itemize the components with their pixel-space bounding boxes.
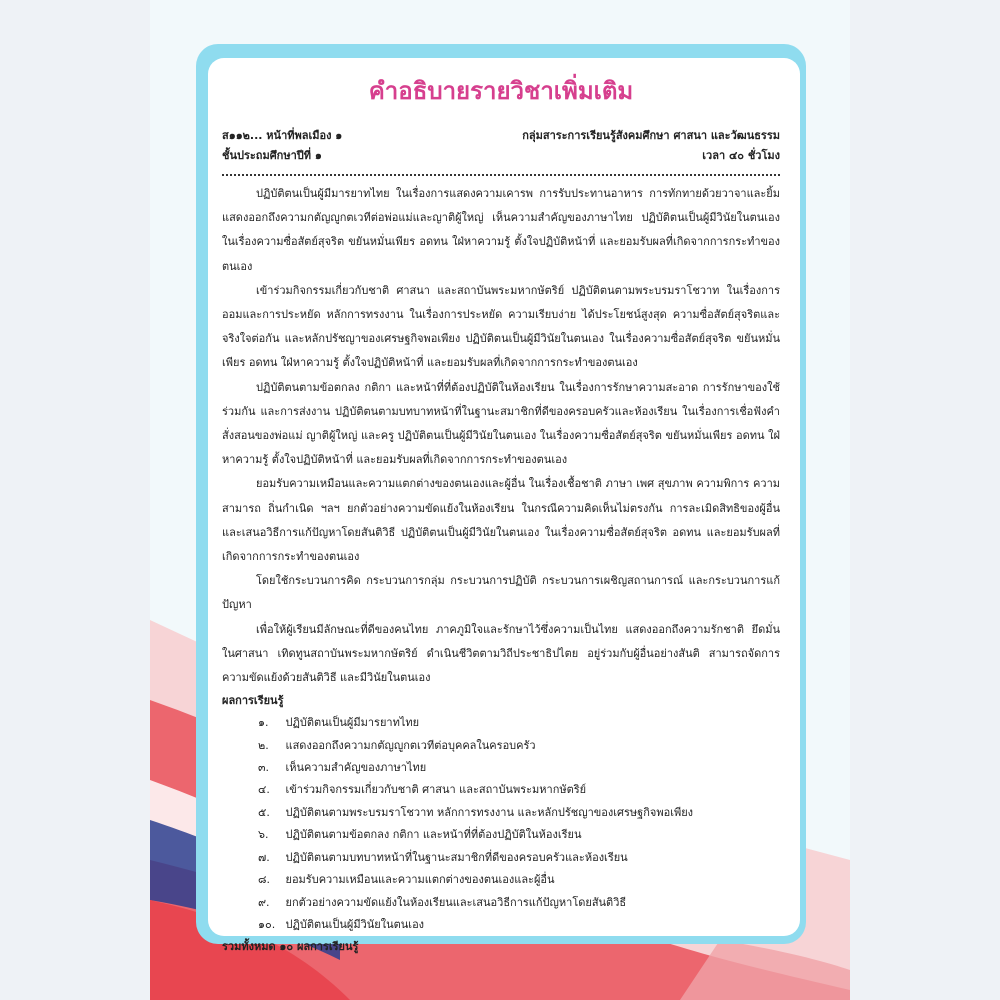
- outcome-number: ๕.: [258, 805, 270, 819]
- list-item: [222, 824, 780, 846]
- paragraph: โดยใช้กระบวนการคิด กระบวนการกลุ่ม กระบวนการปฏิบัติ กระบวนการเผชิญสถานการณ์ และกระบวนการแก้ปัญหา: [222, 574, 780, 612]
- meta-row-2: [222, 146, 780, 166]
- page-title: คำอธิบายรายวิชาเพิ่มเติม: [368, 77, 634, 105]
- list-item: [222, 802, 780, 824]
- outcome-number: ๗.: [258, 850, 270, 864]
- outcome-text: แสดงออกถึงความกตัญญูกตเวทีต่อบุคคลในครอบครัว: [285, 738, 536, 752]
- outcome-text: ปฏิบัติตนเป็นผู้มีมารยาทไทย: [285, 716, 420, 730]
- grade-level: ชั้นประถมศึกษาปีที่ ๑: [222, 149, 322, 162]
- outcome-number: ๖.: [258, 828, 269, 842]
- course-code: ส๑๑๒... หน้าที่พลเมือง ๑: [222, 129, 343, 142]
- outcome-text: ยอมรับความเหมือนและความแตกต่างของตนเองและผู้อื่น: [285, 873, 555, 887]
- dotted-divider: [222, 174, 780, 176]
- outcome-number: ๒.: [258, 738, 269, 752]
- meta-row-1: [222, 126, 780, 146]
- paragraph: ยอมรับความเหมือนและความแตกต่างของตนเองและผู้อื่น ในเรื่องเชื้อชาติ ภาษา เพศ สุขภาพ ความพิการ ความสามารถ ถิ่นกำเนิด ฯลฯ ยกตัวอย่างความขัดแย้งในห้องเรียน ในกรณีความคิดเห็นไม่ตรงกัน การละเมิดสิทธิของผู้อื่น และเสนอวิธีการแก้ปัญหาโดยสันติวิธี ปฏิบัติตนเป็นผู้มีวินัยในตนเอง ในเรื่องความซื่อสัตย์สุจริต อดทน และยอมรับผลที่เกิดจากการกระทำของตนเอง: [222, 477, 780, 564]
- outcome-number: ๘.: [258, 873, 270, 887]
- outcome-number: ๓.: [258, 761, 270, 775]
- outcomes-total: รวมทั้งหมด ๑๐ ผลการเรียนรู้: [222, 940, 359, 954]
- subject-group: กลุ่มสาระการเรียนรู้สังคมศึกษา ศาสนา และวัฒนธรรม: [522, 129, 780, 142]
- outcome-text: เห็นความสำคัญของภาษาไทย: [285, 761, 427, 775]
- outcome-text: ยกตัวอย่างความขัดแย้งในห้องเรียนและเสนอวิธีการแก้ปัญหาโดยสันติวิธี: [285, 895, 627, 909]
- course-description: [222, 70, 780, 958]
- list-item: [222, 869, 780, 891]
- paragraph: เข้าร่วมกิจกรรมเกี่ยวกับชาติ ศาสนา และสถาบันพระมหากษัตริย์ ปฏิบัติตนตามพระบรมราโชวาท ในเรื่องการออมและการประหยัด หลักการทรงงาน ในเรื่องการประหยัด ความเรียบง่าย ได้ประโยชน์สูงสุด ความซื่อสัตย์สุจริตและจริงใจต่อกัน และหลักปรัชญาของเศรษฐกิจพอเพียง ปฏิบัติตนเป็นผู้มีวินัยในตนเอง ในเรื่องความซื่อสัตย์สุจริต ขยันหมั่นเพียร อดทน ใฝ่หาความรู้ ตั้งใจปฏิบัติหน้าที่ และยอมรับผลที่เกิดจากการกระทำของตนเอง: [222, 283, 780, 370]
- list-item: [222, 847, 780, 869]
- outcome-text: ปฏิบัติตนตามบทบาทหน้าที่ในฐานะสมาชิกที่ดีของครอบครัวและห้องเรียน: [285, 850, 628, 864]
- outcome-text: ปฏิบัติตนตามข้อตกลง กติกา และหน้าที่ที่ต้องปฏิบัติในห้องเรียน: [285, 828, 582, 842]
- list-item: [222, 712, 780, 734]
- list-item: [222, 757, 780, 779]
- outcomes-heading: ผลการเรียนรู้: [222, 694, 284, 708]
- outcome-text: ปฏิบัติตนตามพระบรมราโชวาท หลักการทรงงาน และหลักปรัชญาของเศรษฐกิจพอเพียง: [285, 805, 694, 819]
- list-item: [222, 914, 780, 936]
- outcome-text: ปฏิบัติตนเป็นผู้มีวินัยในตนเอง: [285, 917, 425, 931]
- outcomes-list: [222, 712, 780, 936]
- list-item: [222, 735, 780, 757]
- list-item: [222, 892, 780, 914]
- outcome-text: เข้าร่วมกิจกรรมเกี่ยวกับชาติ ศาสนา และสถาบันพระมหากษัตริย์: [285, 783, 587, 797]
- outcome-number: ๙.: [258, 895, 270, 909]
- list-item: [222, 779, 780, 801]
- paragraph: เพื่อให้ผู้เรียนมีลักษณะที่ดีของคนไทย ภาคภูมิใจและรักษาไว้ซึ่งความเป็นไทย แสดงออกถึงความรักชาติ ยึดมั่นในศาสนา เทิดทูนสถาบันพระมหากษัตริย์ ดำเนินชีวิตตามวิถีประชาธิปไตย อยู่ร่วมกับผู้อื่นอย่างสันติ สามารถจัดการความขัดแย้งด้วยสันติวิธี และมีวินัยในตนเอง: [222, 622, 780, 685]
- outcome-number: ๑.: [258, 716, 269, 730]
- outcome-number: ๑๐.: [258, 917, 276, 931]
- outcome-number: ๔.: [258, 783, 270, 797]
- paragraph: ปฏิบัติตนตามข้อตกลง กติกา และหน้าที่ที่ต้องปฏิบัติในห้องเรียน ในเรื่องการรักษาความสะอาด การรักษาของใช้ร่วมกัน และการส่งงาน ปฏิบัติตนตามบทบาทหน้าที่ในฐานะสมาชิกที่ดีของครอบครัวและห้องเรียน ในเรื่องการเชื่อฟังคำสั่งสอนของพ่อแม่ ญาติผู้ใหญ่ และครู ปฏิบัติตนเป็นผู้มีวินัยในตนเอง ในเรื่องความซื่อสัตย์สุจริต ขยันหมั่นเพียร อดทน ใฝ่หาความรู้ ตั้งใจปฏิบัติหน้าที่ และยอมรับผลที่เกิดจากการกระทำของตนเอง: [222, 380, 780, 467]
- paragraph: ปฏิบัติตนเป็นผู้มีมารยาทไทย ในเรื่องการแสดงความเคารพ การรับประทานอาหาร การทักทายด้วยวาจาและยิ้ม แสดงออกถึงความกตัญญูกตเวทีต่อพ่อแม่และญาติผู้ใหญ่ เห็นความสำคัญของภาษาไทย ปฏิบัติตนเป็นผู้มีวินัยในตนเอง ในเรื่องความซื่อสัตย์สุจริต ขยันหมั่นเพียร อดทน ใฝ่หาความรู้ ตั้งใจปฏิบัติหน้าที่ และยอมรับผลที่เกิดจากการกระทำของตนเอง: [222, 187, 780, 273]
- duration: เวลา ๔๐ ชั่วโมง: [702, 149, 780, 162]
